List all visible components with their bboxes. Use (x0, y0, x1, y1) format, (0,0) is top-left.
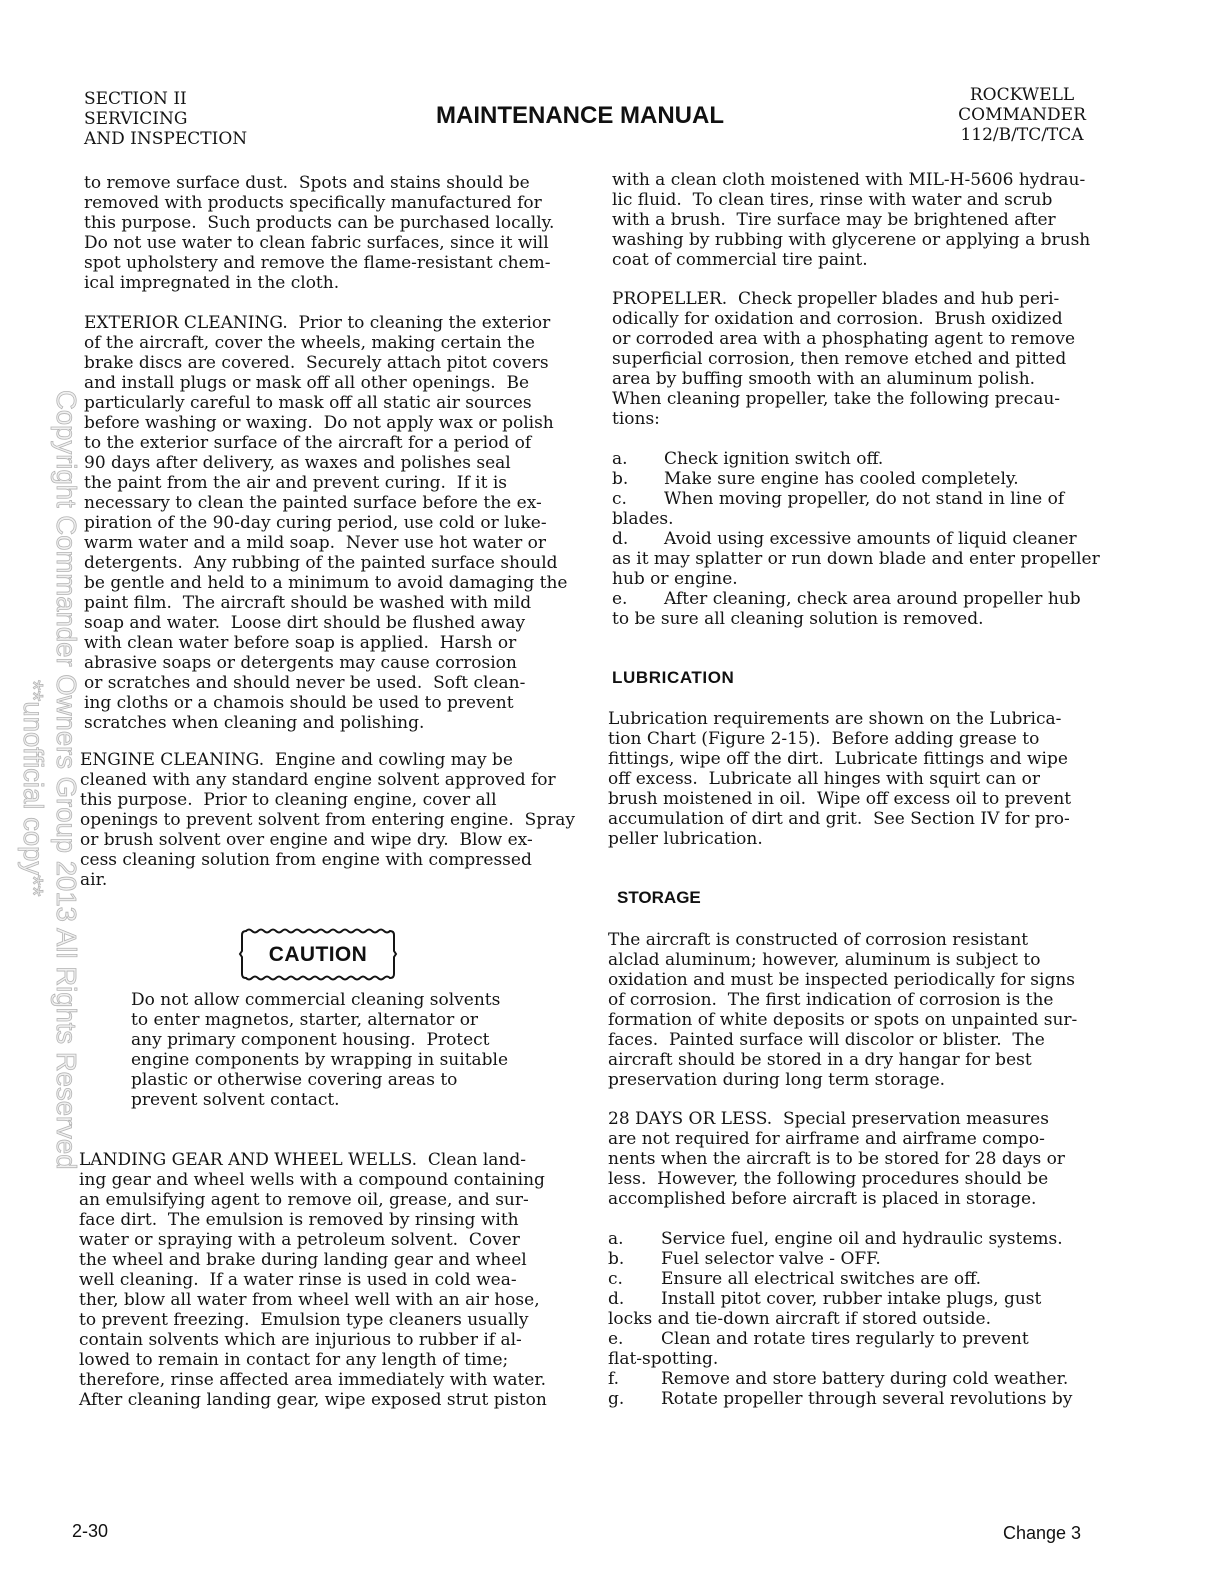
text-line: prevent solvent contact. (131, 1090, 340, 1110)
list-item (608, 1269, 1072, 1289)
storage-paragraph (608, 930, 1077, 1090)
text-line: removed with products specifically manufactured for (84, 193, 542, 213)
text-line: engine components by wrapping in suitable (131, 1050, 509, 1070)
text-line: tions: (612, 409, 660, 429)
text-line: openings to prevent solvent from entering engine. Spray (80, 810, 575, 830)
section-line: AND INSPECTION (84, 129, 248, 149)
list-continuation: blades. (612, 509, 674, 529)
list-text: Ensure all electrical switches are off. (661, 1269, 982, 1289)
list-label: a. (612, 449, 628, 469)
page-number: 2-30 (72, 1521, 109, 1541)
text-line: PROPELLER. Check propeller blades and hub peri- (612, 289, 1060, 309)
model-line: COMMANDER (958, 105, 1086, 125)
section-line: SECTION II (84, 89, 187, 109)
text-line: contain solvents which are injurious to rubber if al- (79, 1330, 522, 1350)
text-line: an emulsifying agent to remove oil, grease, and sur- (79, 1190, 529, 1210)
list-item (612, 489, 1100, 509)
text-line: odically for oxidation and corrosion. Brush oxidized (612, 309, 1063, 329)
text-line: cleaned with any standard engine solvent approved for (80, 770, 556, 790)
text-line: accumulation of dirt and grit. See Section IV for pro- (608, 809, 1070, 829)
change-number: Change 3 (1003, 1523, 1082, 1543)
text-line: Do not use water to clean fabric surfaces, since it will (84, 233, 549, 253)
tires-paragraph (612, 170, 1090, 270)
list-text: Avoid using excessive amounts of liquid cleaner (664, 529, 1077, 549)
list-text: When moving propeller, do not stand in line of (664, 489, 1065, 509)
text-line: necessary to clean the painted surface before the ex- (84, 493, 542, 513)
text-line: of the aircraft, cover the wheels, making certain the (84, 333, 535, 353)
text-line: The aircraft is constructed of corrosion resistant (608, 930, 1029, 950)
text-line: abrasive soaps or detergents may cause corrosion (84, 653, 517, 673)
text-line: faces. Painted surface will discolor or blister. The (608, 1030, 1045, 1050)
caution-label: CAUTION (268, 943, 368, 966)
list-text: Make sure engine has cooled completely. (664, 469, 1019, 489)
page-title: MAINTENANCE MANUAL (436, 102, 724, 129)
list-text: Fuel selector valve - OFF. (661, 1249, 881, 1269)
lubrication-paragraph (608, 709, 1071, 849)
list-item (608, 1389, 1072, 1409)
text-line: Lubrication requirements are shown on the Lubrica- (608, 709, 1062, 729)
text-line: aircraft should be stored in a dry hangar for best (608, 1050, 1032, 1070)
text-line: piration of the 90-day curing period, use cold or luke- (84, 513, 547, 533)
text-line: alclad aluminum; however, aluminum is subject to (608, 950, 1041, 970)
text-line: off excess. Lubricate all hinges with squirt can or (608, 769, 1040, 789)
list-continuation: locks and tie-down aircraft if stored outside. (608, 1309, 992, 1329)
text-line: preservation during long term storage. (608, 1070, 946, 1090)
text-line: therefore, rinse affected area immediately with water. (79, 1370, 547, 1390)
text-line: area by buffing smooth with an aluminum polish. (612, 369, 1036, 389)
list-label: b. (608, 1249, 625, 1269)
propeller-precautions-list (612, 449, 1100, 629)
list-text: After cleaning, check area around propeller hub (664, 589, 1081, 609)
text-line: After cleaning landing gear, wipe exposed strut piston (79, 1390, 547, 1410)
model-line: 112/B/TC/TCA (960, 125, 1084, 145)
text-line: are not required for airframe and airframe compo- (608, 1129, 1045, 1149)
text-line: water or spraying with a petroleum solvent. Cover (79, 1230, 520, 1250)
list-label: a. (608, 1229, 624, 1249)
text-line: to remove surface dust. Spots and stains should be (84, 173, 530, 193)
text-line: or brush solvent over engine and wipe dry. Blow ex- (80, 830, 533, 850)
text-line: peller lubrication. (608, 829, 763, 849)
list-text: Install pitot cover, rubber intake plugs, gust (661, 1289, 1042, 1309)
list-item (608, 1289, 1072, 1309)
text-line: the paint from the air and prevent curing. If it is (84, 473, 508, 493)
text-line: be gentle and held to a minimum to avoid damaging the (84, 573, 568, 593)
engine-cleaning-paragraph (80, 750, 575, 890)
list-continuation: as it may splatter or run down blade and enter propeller (612, 549, 1100, 569)
list-text: Remove and store battery during cold weather. (661, 1369, 1069, 1389)
storage-procedures-list (608, 1229, 1072, 1409)
landing-gear-paragraph (79, 1150, 547, 1410)
text-line: or scratches and should never be used. Soft clean- (84, 673, 526, 693)
text-line: to the exterior surface of the aircraft for a period of (84, 433, 532, 453)
text-line: with clean water before soap is applied. Harsh or (84, 633, 517, 653)
list-label: d. (608, 1289, 625, 1309)
text-line: this purpose. Such products can be purchased locally. (84, 213, 555, 233)
list-continuation: to be sure all cleaning solution is removed. (612, 609, 984, 629)
text-line: before washing or waxing. Do not apply wax or polish (84, 413, 554, 433)
text-line: accomplished before aircraft is placed in storage. (608, 1189, 1037, 1209)
text-line: ENGINE CLEANING. Engine and cowling may be (80, 750, 513, 770)
text-line: soap and water. Loose dirt should be flushed away (84, 613, 526, 633)
list-label: b. (612, 469, 629, 489)
text-line: air. (80, 870, 108, 890)
list-continuation: flat-spotting. (608, 1349, 719, 1369)
list-text: Rotate propeller through several revolutions by (661, 1389, 1073, 1409)
list-text: Service fuel, engine oil and hydraulic systems. (661, 1229, 1063, 1249)
list-item (608, 1369, 1072, 1389)
list-text: Check ignition switch off. (664, 449, 884, 469)
text-line: fittings, wipe off the dirt. Lubricate fittings and wipe (608, 749, 1068, 769)
propeller-paragraph (612, 289, 1075, 429)
text-line: spot upholstery and remove the flame-resistant chem- (84, 253, 551, 273)
text-line: nents when the aircraft is to be stored for 28 days or (608, 1149, 1065, 1169)
copyright-watermark: Copyright Commander Owners Group 2013 All Rights Reserved (51, 390, 82, 1170)
text-line: ther, blow all water from wheel well with an air hose, (79, 1290, 540, 1310)
text-line: washing by rubbing with glycerene or applying a brush (612, 230, 1091, 250)
list-label: e. (612, 589, 628, 609)
intro-paragraph (84, 173, 554, 293)
text-line: with a brush. Tire surface may be brightened after (612, 210, 1056, 230)
list-label: f. (608, 1369, 620, 1389)
text-line: of corrosion. The first indication of corrosion is the (608, 990, 1054, 1010)
list-item (608, 1249, 1072, 1269)
text-line: LANDING GEAR AND WHEEL WELLS. Clean land- (79, 1150, 526, 1170)
text-line: EXTERIOR CLEANING. Prior to cleaning the exterior (84, 313, 551, 333)
text-line: brake discs are covered. Securely attach pitot covers (84, 353, 549, 373)
list-item (608, 1229, 1072, 1249)
text-line: cess cleaning solution from engine with compressed (80, 850, 532, 870)
text-line: well cleaning. If a water rinse is used in cold wea- (79, 1270, 517, 1290)
text-line: face dirt. The emulsion is removed by rinsing with (79, 1210, 519, 1230)
text-line: lowed to remain in contact for any length of time; (79, 1350, 509, 1370)
text-line: formation of white deposits or spots on unpainted sur- (608, 1010, 1078, 1030)
text-line: paint film. The aircraft should be washed with mild (84, 593, 532, 613)
lubrication-heading: LUBRICATION (612, 668, 735, 687)
section-header (84, 89, 247, 149)
list-text: Clean and rotate tires regularly to prevent (661, 1329, 1029, 1349)
caution-box (238, 926, 398, 984)
text-line: this purpose. Prior to cleaning engine, cover all (80, 790, 497, 810)
text-line: plastic or otherwise covering areas to (131, 1070, 458, 1090)
text-line: and install plugs or mask off all other openings. Be (84, 373, 530, 393)
list-item (612, 529, 1100, 549)
text-line: tion Chart (Figure 2-15). Before adding grease to (608, 729, 1040, 749)
short-term-storage-paragraph (608, 1109, 1065, 1209)
text-line: lic fluid. To clean tires, rinse with water and scrub (612, 190, 1053, 210)
text-line: ing cloths or a chamois should be used to prevent (84, 693, 514, 713)
text-line: any primary component housing. Protect (131, 1030, 490, 1050)
storage-heading: STORAGE (617, 888, 701, 907)
exterior-cleaning-paragraph (84, 313, 567, 733)
text-line: coat of commercial tire paint. (612, 250, 868, 270)
list-label: c. (612, 489, 627, 509)
list-label: c. (608, 1269, 623, 1289)
text-line: 90 days after delivery, as waxes and polishes seal (84, 453, 511, 473)
text-line: to prevent freezing. Emulsion type cleaners usually (79, 1310, 529, 1330)
text-line: or corroded area with a phosphating agent to remove (612, 329, 1076, 349)
list-label: g. (608, 1389, 625, 1409)
text-line: superficial corrosion, then remove etched and pitted (612, 349, 1067, 369)
text-line: When cleaning propeller, take the following precau- (612, 389, 1061, 409)
unofficial-copy-watermark: **unofficial copy** (18, 680, 49, 897)
section-line: SERVICING (84, 109, 188, 129)
list-continuation: hub or engine. (612, 569, 738, 589)
caution-text (131, 990, 508, 1110)
text-line: ing gear and wheel wells with a compound containing (79, 1170, 545, 1190)
text-line: with a clean cloth moistened with MIL-H-5606 hydrau- (612, 170, 1086, 190)
aircraft-model-header (944, 85, 1100, 145)
list-item (612, 589, 1100, 609)
text-line: 28 DAYS OR LESS. Special preservation measures (608, 1109, 1049, 1129)
text-line: to enter magnetos, starter, alternator or (131, 1010, 479, 1030)
text-line: oxidation and must be inspected periodically for signs (608, 970, 1076, 990)
list-label: d. (612, 529, 629, 549)
text-line: ical impregnated in the cloth. (84, 273, 340, 293)
text-line: detergents. Any rubbing of the painted surface should (84, 553, 558, 573)
text-line: scratches when cleaning and polishing. (84, 713, 425, 733)
text-line: brush moistened in oil. Wipe off excess oil to prevent (608, 789, 1072, 809)
text-line: less. However, the following procedures should be (608, 1169, 1049, 1189)
list-item (612, 469, 1100, 489)
list-item (612, 449, 1100, 469)
text-line: Do not allow commercial cleaning solvents (131, 990, 501, 1010)
text-line: warm water and a mild soap. Never use hot water or (84, 533, 546, 553)
list-label: e. (608, 1329, 624, 1349)
text-line: particularly careful to mask off all static air sources (84, 393, 532, 413)
model-line: ROCKWELL (969, 85, 1075, 105)
list-item (608, 1329, 1072, 1349)
text-line: the wheel and brake during landing gear and wheel (79, 1250, 527, 1270)
